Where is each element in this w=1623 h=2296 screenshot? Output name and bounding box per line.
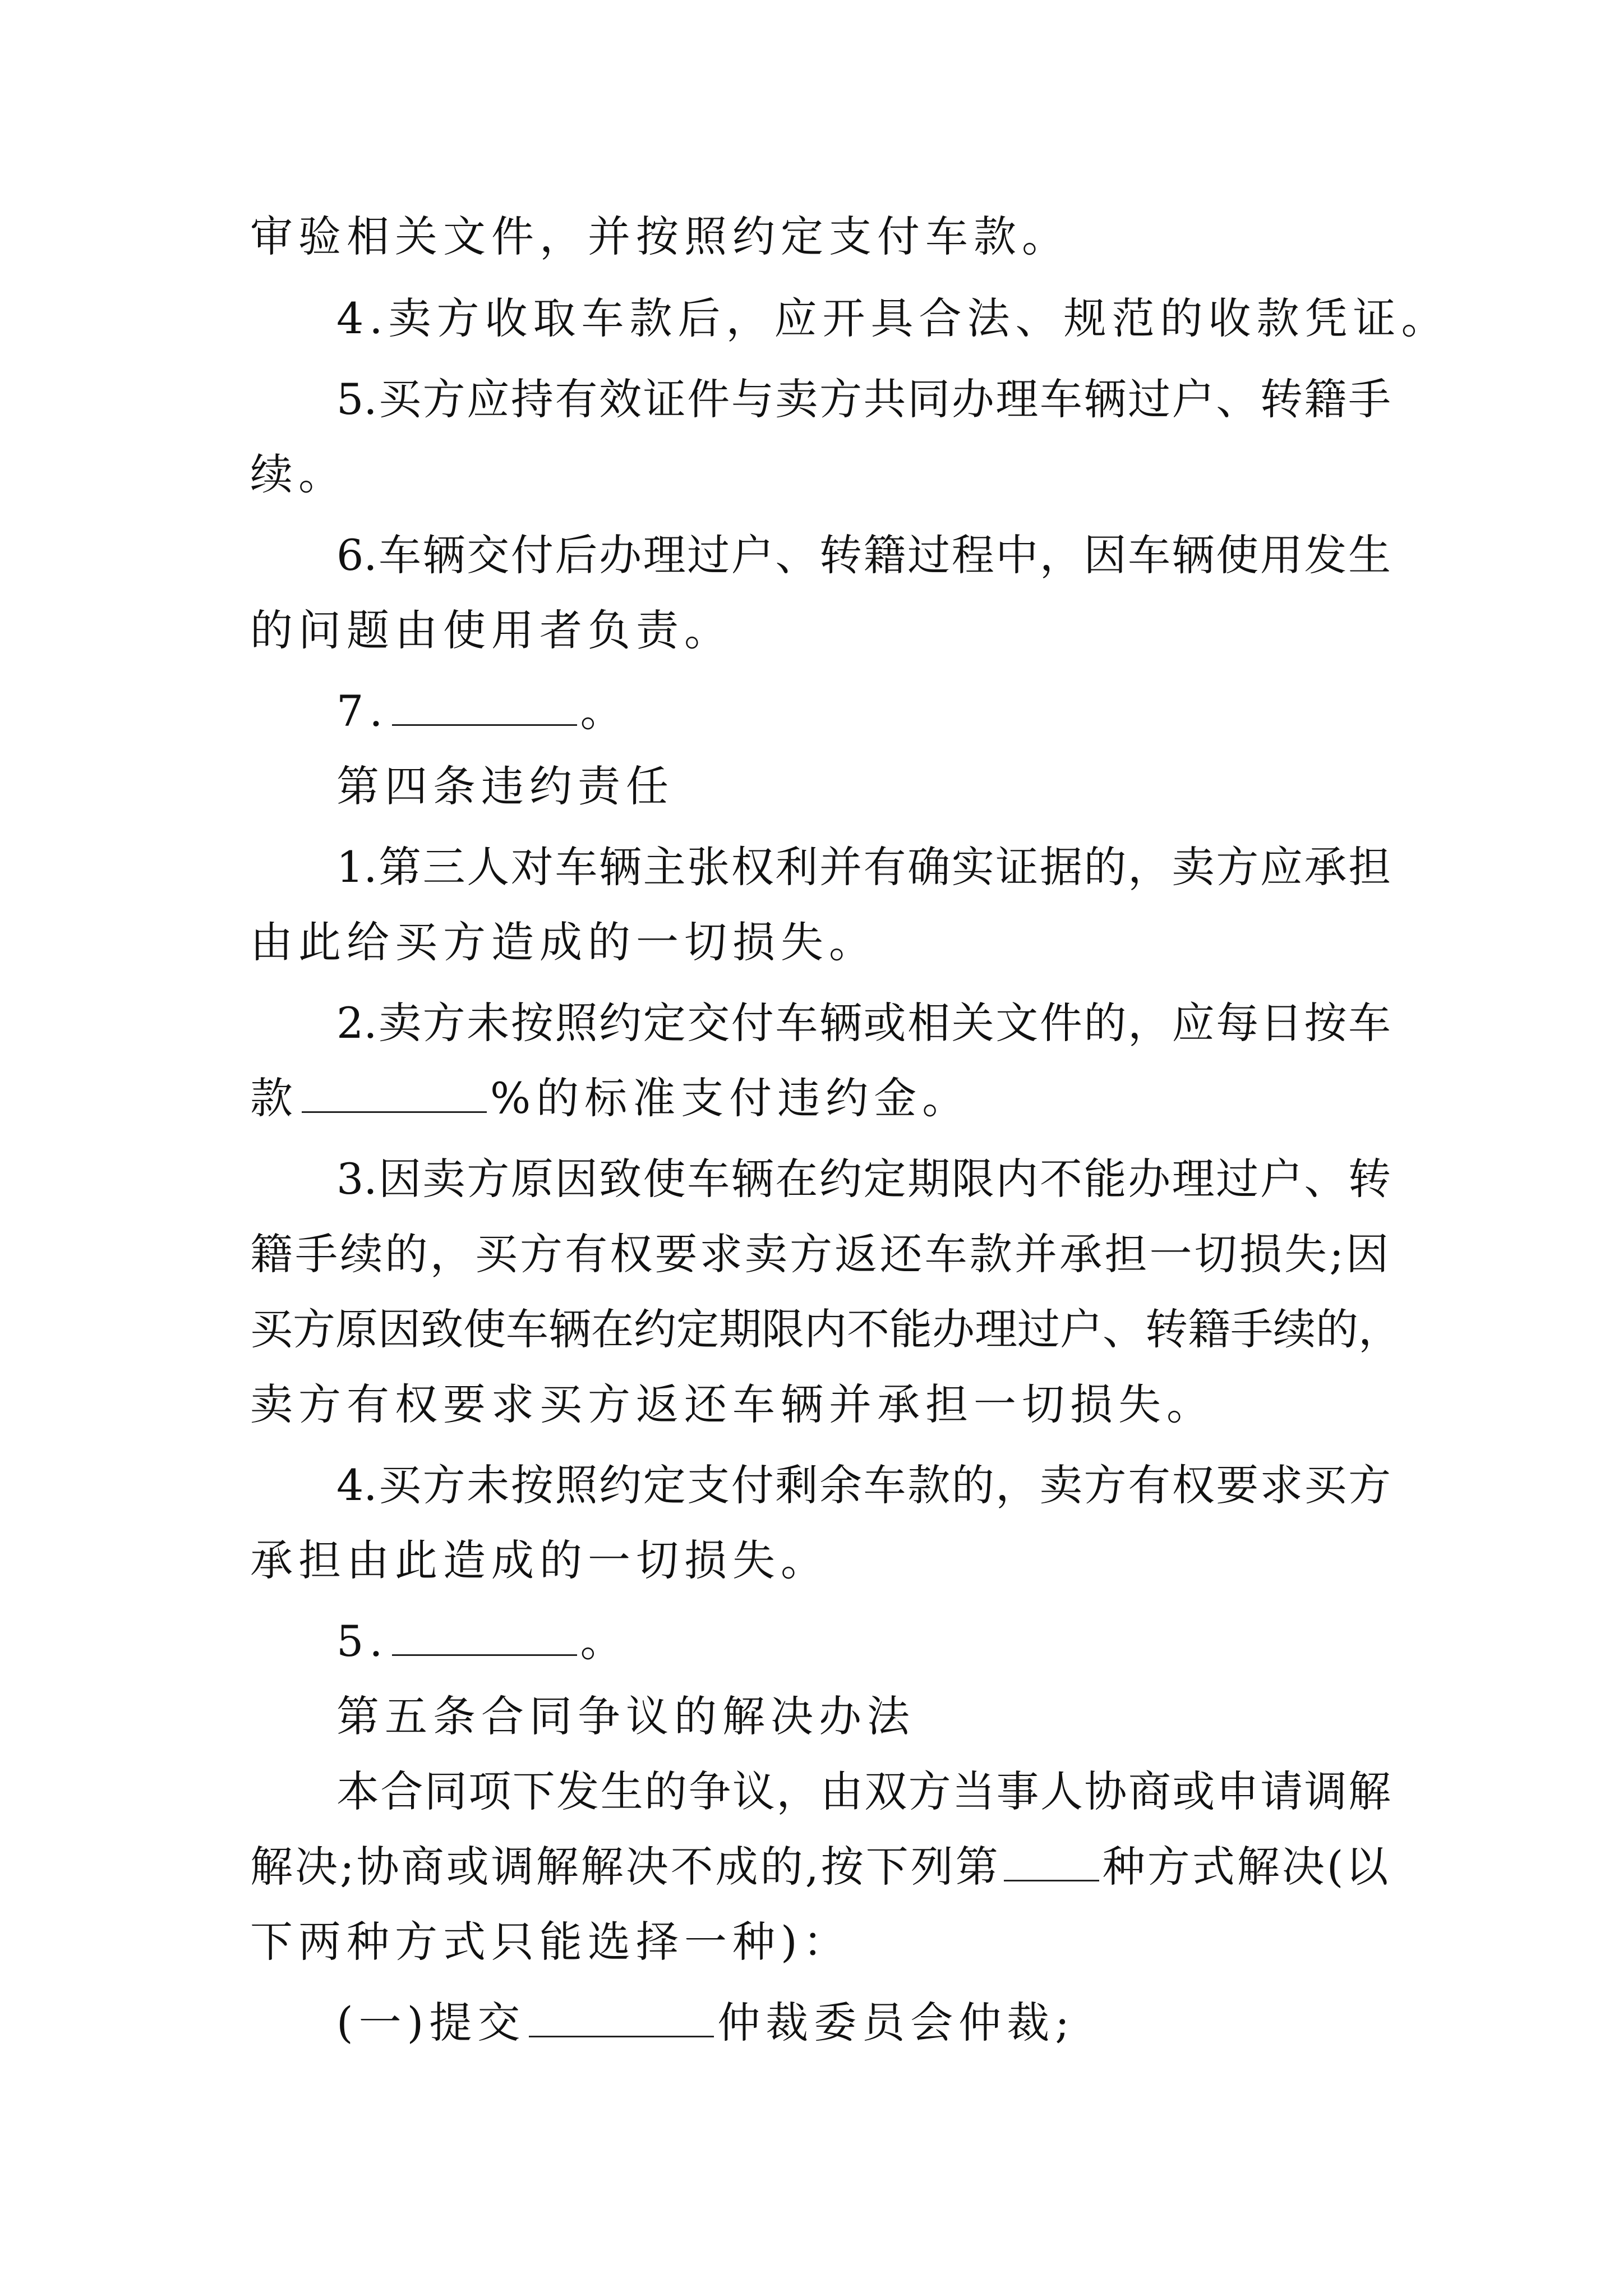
clause-5-cont (250, 447, 1389, 503)
line-text: (一)提交 (336, 1998, 526, 2047)
line-text: 审验相关文件，并按照约定支付车款。 (250, 211, 1070, 261)
fill-in-blank[interactable] (1004, 1841, 1099, 1881)
line-text: %的标准支付违约金。 (490, 1073, 971, 1123)
dispute-intro-cont-b (250, 1914, 1389, 1970)
line-text: 解决;协商或调解解决不成的,按下列第 (250, 1842, 1000, 1892)
line-text: 5.买方应持有效证件与卖方共同办理车辆过户、转籍手 (336, 374, 1391, 424)
dispute-intro (336, 1764, 1391, 1820)
line-text: 2.卖方未按照约定交付车辆或相关文件的，应每日按车 (336, 998, 1391, 1048)
text-line (250, 209, 1389, 265)
fill-in-blank[interactable] (392, 685, 577, 726)
line-text: 种方式解决(以 (1102, 1842, 1391, 1892)
line-text: 6.车辆交付后办理过户、转籍过程中，因车辆使用发生 (336, 530, 1391, 580)
section-heading-4 (336, 758, 1391, 815)
line-text: 籍手续的，买方有权要求卖方返还车款并承担一切损失;因 (250, 1229, 1389, 1279)
line-text: 买方原因致使车辆在约定期限内不能办理过户、转籍手续的， (250, 1304, 1401, 1354)
clause-7 (336, 683, 1391, 739)
liability-1-cont (250, 914, 1389, 970)
line-text: 7. (336, 686, 389, 736)
section-heading-5 (336, 1688, 1391, 1745)
liability-4 (336, 1457, 1391, 1513)
line-text: 。 (580, 686, 629, 736)
clause-6 (336, 527, 1391, 583)
line-text: 由此给买方造成的一切损失。 (250, 917, 877, 967)
line-text: 款 (250, 1073, 298, 1123)
section-title: 第四条违约责任 (336, 761, 674, 811)
liability-1 (336, 839, 1391, 895)
line-text: 4.卖方收取车款后，应开具合法、规范的收款凭证。 (336, 293, 1450, 343)
line-text: 1.第三人对车辆主张权利并有确实证据的，卖方应承担 (336, 842, 1391, 892)
fill-in-blank[interactable] (392, 1615, 577, 1656)
liability-3-cont-c (250, 1377, 1389, 1433)
clause-5 (336, 371, 1391, 427)
liability-3 (336, 1151, 1391, 1207)
dispute-intro-cont (250, 1839, 1389, 1895)
line-text: 续。 (250, 449, 347, 499)
fill-in-blank[interactable] (302, 1072, 487, 1113)
clause-4 (336, 291, 1450, 347)
fill-in-blank[interactable] (529, 1996, 714, 2037)
line-text: 仲裁委员会仲裁; (717, 1998, 1075, 2047)
line-text: 本合同项下发生的争议，由双方当事人协商或申请调解 (336, 1766, 1391, 1816)
line-text: 卖方有权要求买方返还车辆并承担一切损失。 (250, 1379, 1215, 1429)
liability-3-cont-a (250, 1226, 1389, 1282)
liability-3-cont-b (250, 1301, 1401, 1358)
clause-6-cont (250, 602, 1389, 659)
line-text: 3.因卖方原因致使车辆在约定期限内不能办理过户、转 (336, 1154, 1391, 1204)
line-text: 下两种方式只能选择一种)： (250, 1917, 851, 1967)
line-text: 4.买方未按照约定支付剩余车款的，卖方有权要求买方 (336, 1460, 1391, 1510)
liability-5 (336, 1613, 1391, 1669)
line-text: 5. (336, 1616, 389, 1666)
section-title: 第五条合同争议的解决办法 (336, 1691, 915, 1741)
liability-4-cont (250, 1533, 1389, 1589)
liability-2 (336, 995, 1391, 1051)
line-text: 的问题由使用者负责。 (250, 605, 732, 655)
liability-2-cont (250, 1070, 1389, 1126)
line-text: 。 (580, 1616, 629, 1666)
dispute-option-1 (336, 1995, 1391, 2051)
line-text: 承担由此造成的一切损失。 (250, 1535, 829, 1585)
